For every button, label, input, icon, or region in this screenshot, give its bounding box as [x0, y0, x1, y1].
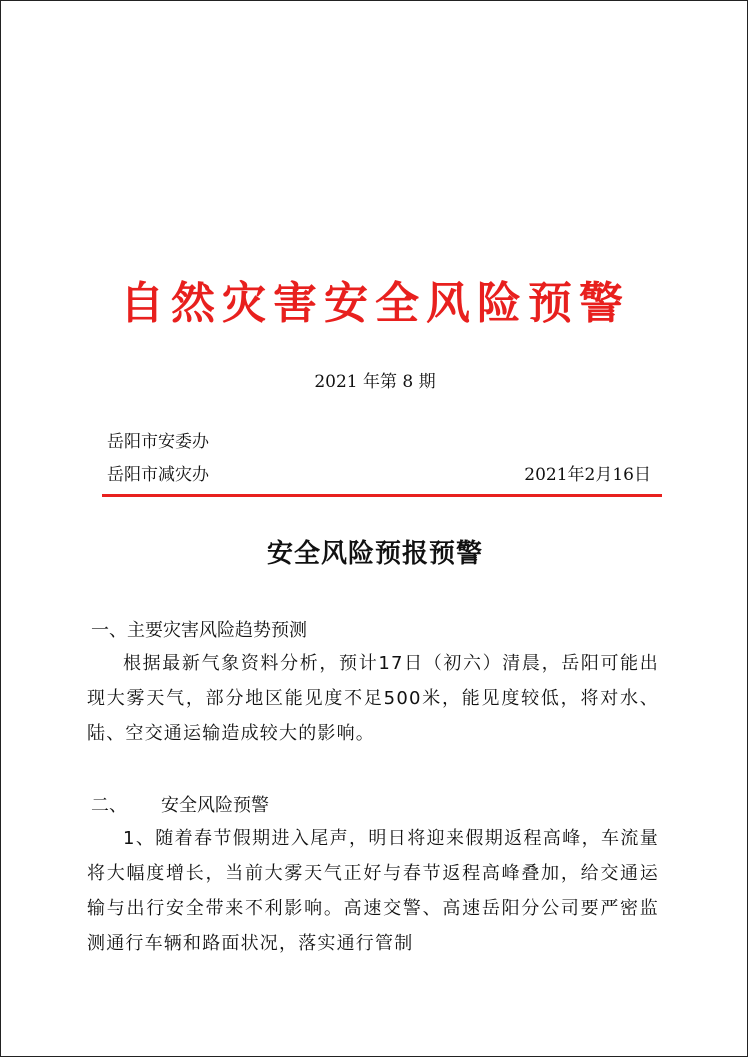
section-2-heading — [91, 793, 269, 819]
section-1-paragraph: 根据最新气象资料分析，预计17日（初六）清晨，岳阳可能出现大雾天气，部分地区能见度不足500米，能见度较低，将对水、陆、空交通运输造成较大的影响。 — [87, 653, 659, 744]
section-1-heading: 一、主要灾害风险趋势预测 — [91, 620, 307, 641]
section-2-paragraph: 1、随着春节假期进入尾声，明日将迎来假期返程高峰，车流量将大幅度增长，当前大雾天气正好与春节返程高峰叠加，给交通运输与出行安全带来不利影响。高速交警、高速岳阳分公司要严密监测通行车辆和路面状况，落实通行管制 — [87, 828, 659, 954]
section-2-number: 二、 — [91, 795, 127, 816]
red-divider-line — [102, 494, 662, 497]
main-title: 自然灾害安全风险预警 — [120, 278, 630, 329]
section-2-title: 安全风险预警 — [161, 795, 269, 816]
issue-date: 2021年2月16日 — [524, 465, 651, 485]
issuer-safety-office: 岳阳市安委办 — [107, 432, 209, 452]
issue-number: 2021 年第 8 期 — [314, 372, 436, 392]
issuer-disaster-reduction-office: 岳阳市减灾办 — [107, 465, 209, 485]
document-subtitle: 安全风险预报预警 — [266, 539, 483, 569]
